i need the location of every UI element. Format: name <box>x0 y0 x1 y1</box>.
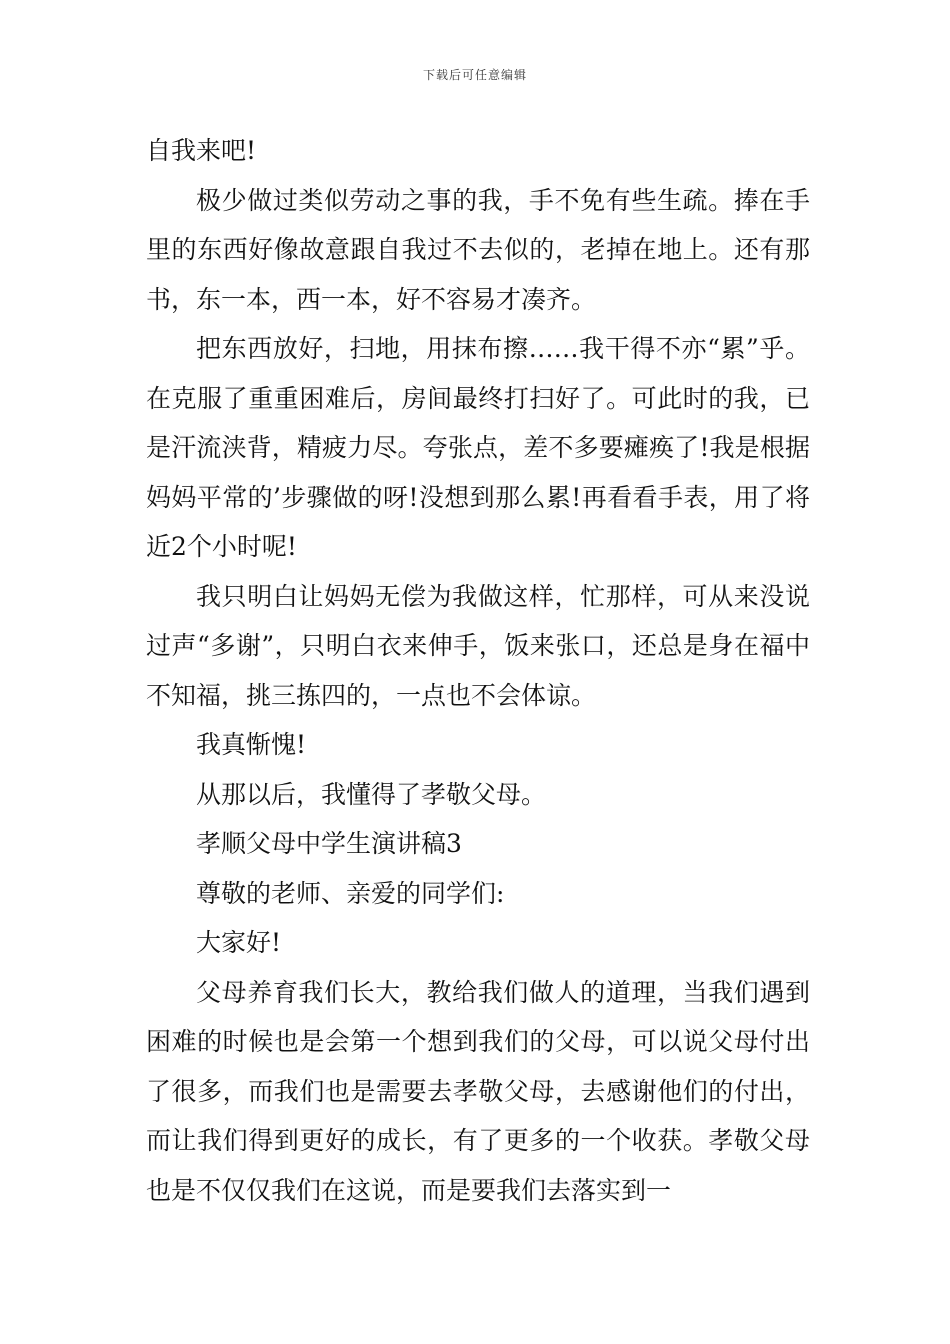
paragraph: 我只明白让妈妈无偿为我做这样，忙那样，可从来没说过声“多谢”，只明白衣来伸手，饭来张口，还总是身在福中不知福，挑三拣四的，一点也不会体谅。 <box>146 581 810 710</box>
paragraph: 从那以后，我懂得了孝敬父母。 <box>196 779 547 809</box>
greeting: 大家好! <box>196 928 282 957</box>
paragraph: 我真惭愧! <box>196 730 307 759</box>
salutation: 尊敬的老师、亲爱的同学们: <box>196 878 505 908</box>
paragraph: 父母养育我们长大，教给我们做人的道理，当我们遇到困难的时候也是会第一个想到我们的父母，可以说父母付出了很多，而我们也是需要去孝敬父母，去感谢他们的付出，而让我们得到更好的成长，有了更多的一个收获。孝敬父母也是不仅仅我们在这说，而是要我们去落实到一 <box>146 977 810 1205</box>
page-header: 下载后可任意编辑 <box>422 68 527 82</box>
section-title: 孝顺父母中学生演讲稿3 <box>196 829 462 858</box>
document-body <box>146 126 810 1215</box>
paragraph: 极少做过类似劳动之事的我，手不免有些生疏。捧在手里的东西好像故意跟自我过不去似的，老掉在地上。还有那书，东一本，西一本，好不容易才凑齐。 <box>146 185 810 314</box>
paragraph: 把东西放好，扫地，用抹布擦……我干得不亦“累”乎。在克服了重重困难后，房间最终打扫好了。可此时的我，已是汗流浃背，精疲力尽。夸张点，差不多要瘫痪了!我是根据妈妈平常的’步骤做的呀!没想到那么累!再看看手表，用了将近2个小时呢! <box>146 334 810 561</box>
paragraph: 自我来吧! <box>146 136 257 165</box>
